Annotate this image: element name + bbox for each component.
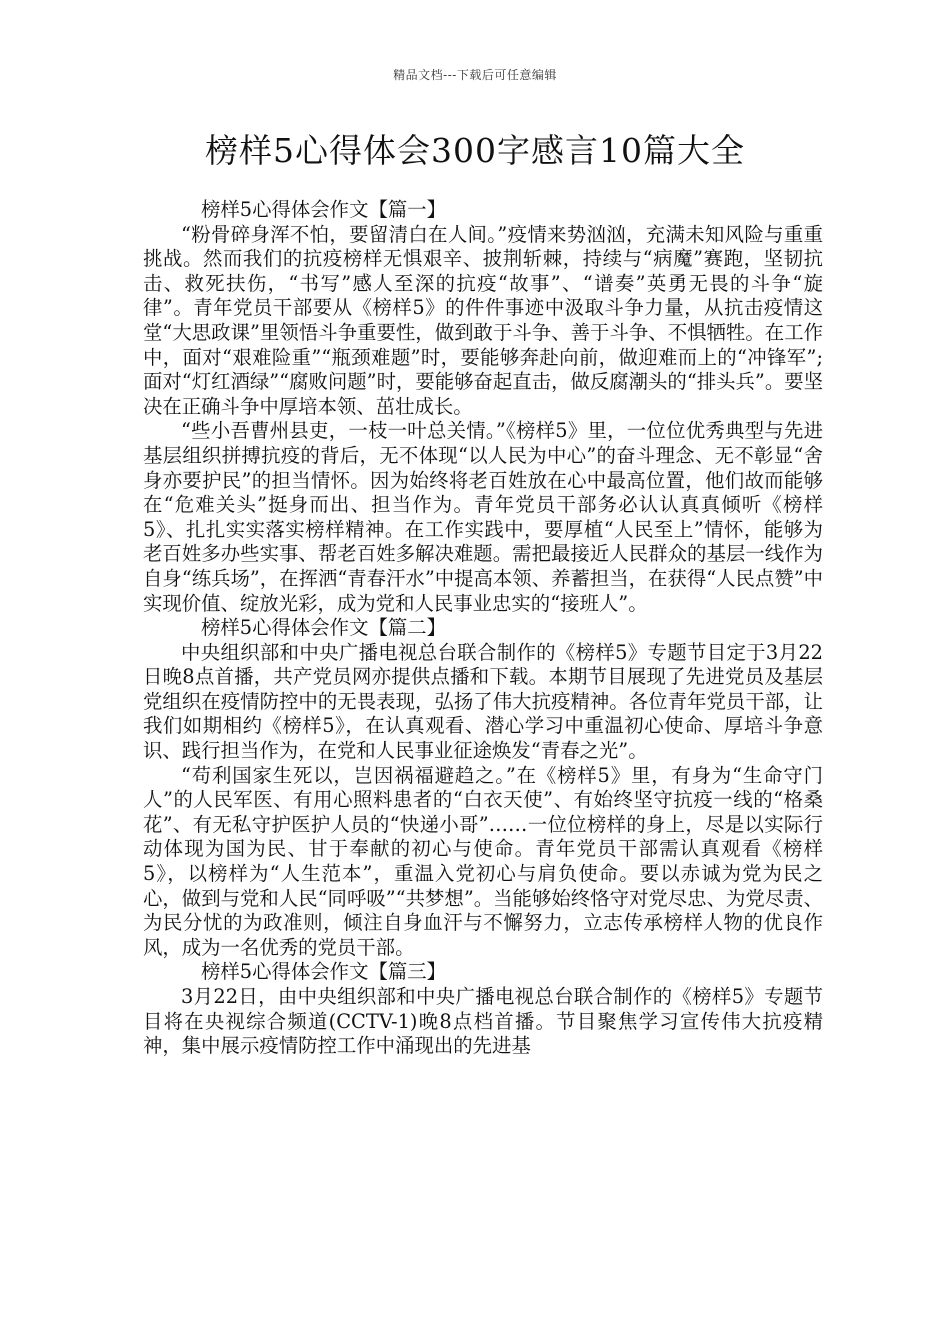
document-body [143,198,823,1059]
section-1-paragraph-1: “粉骨碎身浑不怕，要留清白在人间。”疫情来势汹汹，充满未知风险与重重挑战。然而我们的抗疫榜样无惧艰辛、披荆斩棘，持续与“病魔”赛跑，坚韧抗击、救死扶伤，“书写”感人至深的抗疫“故事”、“谱奏”英勇无畏的斗争“旋律”。青年党员干部要从《榜样5》的件件事迹中汲取斗争力量，从抗击疫情这堂“大思政课”里领悟斗争重要性，做到敢于斗争、善于斗争、不惧牺牲。在工作中，面对“艰难险重”“瓶颈难题”时，要能够奔赴向前，做迎难而上的“冲锋军”;面对“灯红酒绿”“腐败问题”时，要能够奋起直击，做反腐潮头的“排头兵”。要坚决在正确斗争中厚培本领、茁壮成长。 [143,222,823,418]
section-heading-2: 榜样5心得体会作文【篇二】 [201,616,447,640]
section-heading-1: 榜样5心得体会作文【篇一】 [201,198,447,221]
section-heading-3: 榜样5心得体会作文【篇三】 [201,960,447,984]
section-2-paragraph-2: “苟利国家生死以，岂因祸福避趋之。”在《榜样5》里，有身为“生命守门人”的人民军医、有用心照料患者的“白衣天使”、有始终坚守抗疫一线的“格桑花”、有无私守护医护人员的“快递小哥”……一位位榜样的身上，尽是以实际行动体现为国为民、甘于奉献的初心与使命。青年党员干部需认真观看《榜样5》，以榜样为“人生范本”，重温入党初心与肩负使命。要以赤诚为党为民之心，做到与党和人民“同呼吸”“共梦想”。当能够始终恪守对党尽忠、为党尽责、为民分忧的为政准则，倾注自身血汗与不懈努力，立志传承榜样人物的优良作风，成为一名优秀的党员干部。 [143,763,823,959]
header-note: 精品文档---下载后可任意编辑 [393,68,557,82]
section-3-paragraph-1: 3月22日，由中央组织部和中央广播电视总台联合制作的《榜样5》专题节目将在央视综合频道(CCTV-1)晚8点档首播。节目聚焦学习宣传伟大抗疫精神，集中展示疫情防控工作中涌现出的先进基 [143,985,823,1058]
section-1-paragraph-2: “些小吾曹州县吏，一枝一叶总关情。”《榜样5》里，一位位优秀典型与先进基层组织拼搏抗疫的背后，无不体现“以人民为中心”的奋斗理念、无不彰显“舍身亦要护民”的担当情怀。因为始终将老百姓放在心中最高位置，他们故而能够在“危难关头”挺身而出、担当作为。青年党员干部务必认认真真倾听《榜样5》、扎扎实实落实榜样精神。在工作实践中，要厚植“人民至上”情怀，能够为老百姓多办些实事、帮老百姓多解决难题。需把最接近人民群众的基层一线作为自身“练兵场”，在挥洒“青春汗水”中提高本领、养蓄担当，在获得“人民点赞”中实现价值、绽放光彩，成为党和人民事业忠实的“接班人”。 [143,419,823,615]
section-2-paragraph-1: 中央组织部和中央广播电视总台联合制作的《榜样5》专题节目定于3月22日晚8点首播，共产党员网亦提供点播和下载。本期节目展现了先进党员及基层党组织在疫情防控中的无畏表现，弘扬了伟大抗疫精神。各位青年党员干部，让我们如期相约《榜样5》，在认真观看、潜心学习中重温初心使命、厚培斗争意识、践行担当作为，在党和人民事业征途焕发“青春之光”。 [143,640,823,763]
document-title: 榜样5心得体会300字感言10篇大全 [205,131,745,170]
